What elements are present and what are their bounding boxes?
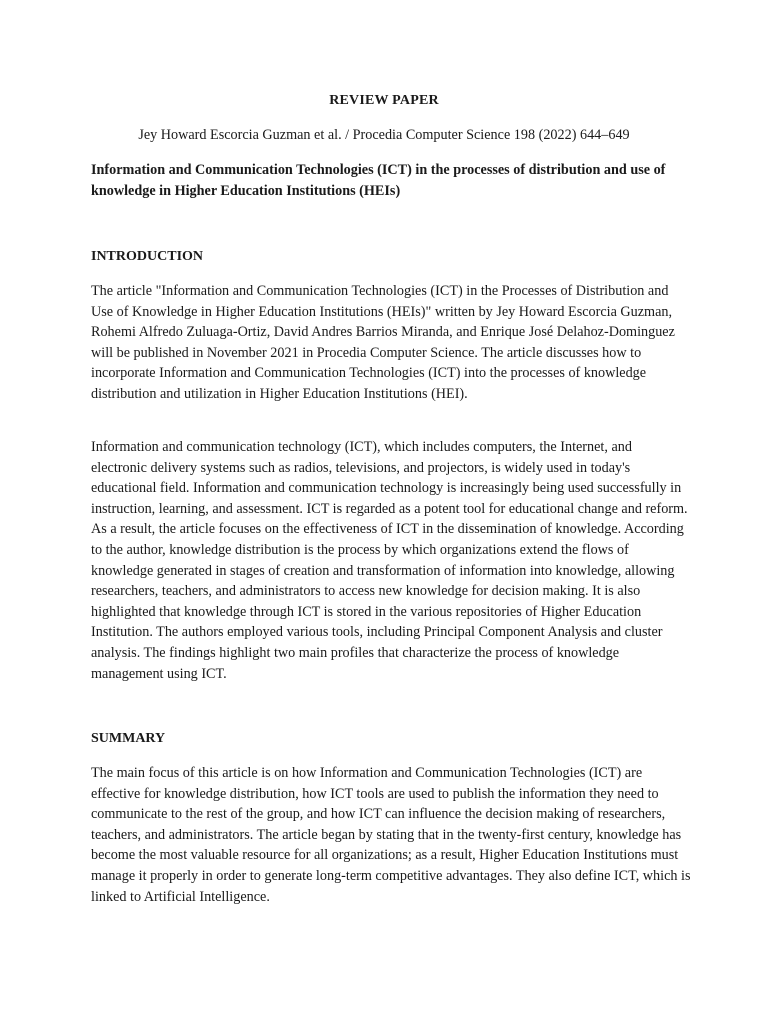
introduction-paragraph-2: Information and communication technology (ICT), which includes computers, the Internet, and electronic delivery systems such as radios, televisions, and projectors, is widely used in today's educational field. Information and communication technology is increasingly being used successfully in instruction, learning, and assessment. ICT is regarded as a potent tool for educational change and reform. As a result, the article focuses on the effectiveness of ICT in the dissemination of knowledge. According to the author, knowledge distribution is the process by which organizations extend the flows of knowledge generated in stages of creation and transformation of information into knowledge, allowing researchers, teachers, and administrators to access new knowledge for decision making. It is also highlighted that knowledge through ICT is stored in the various repositories of Higher Education Institution. The authors employed various tools, including Principal Component Analysis and cluster analysis. The findings highlight two main profiles that characterize the process of knowledge management using ICT. (91, 439, 688, 682)
summary-paragraph-1: The main focus of this article is on how Information and Communication Technologies (ICT) are effective for knowledge distribution, how ICT tools are used to publish the information they need to communicate to the rest of the group, and how ICT can influence the decision making of researchers, teachers, and administrators. The article began by stating that in the twenty-first century, knowledge has become the most valuable resource for all organizations; as a result, Higher Education Institutions must manage it properly in order to generate long-term competitive advantages. They also define ICT, which is linked to Artificial Intelligence. (91, 765, 691, 905)
summary-heading: SUMMARY (91, 731, 166, 746)
paper-title: Information and Communication Technologies (ICT) in the processes of distribution and use of knowledge in Higher Education Institutions (HEIs) (91, 162, 666, 199)
document-label: REVIEW PAPER (329, 93, 439, 108)
introduction-heading: INTRODUCTION (91, 249, 204, 264)
introduction-paragraph-1: The article "Information and Communication Technologies (ICT) in the Processes of Distribution and Use of Knowledge in Higher Education Institutions (HEIs)" written by Jey Howard Escorcia Guzman, Rohemi Alfredo Zuluaga-Ortiz, David Andres Barrios Miranda, and Enrique José Delahoz-Dominguez will be published in November 2021 in Procedia Computer Science. The article discusses how to incorporate Information and Communication Technologies (ICT) into the processes of knowledge distribution and utilization in Higher Education Institutions (HEI). (91, 283, 675, 402)
citation-line: Jey Howard Escorcia Guzman et al. / Procedia Computer Science 198 (2022) 644–649 (138, 127, 630, 143)
